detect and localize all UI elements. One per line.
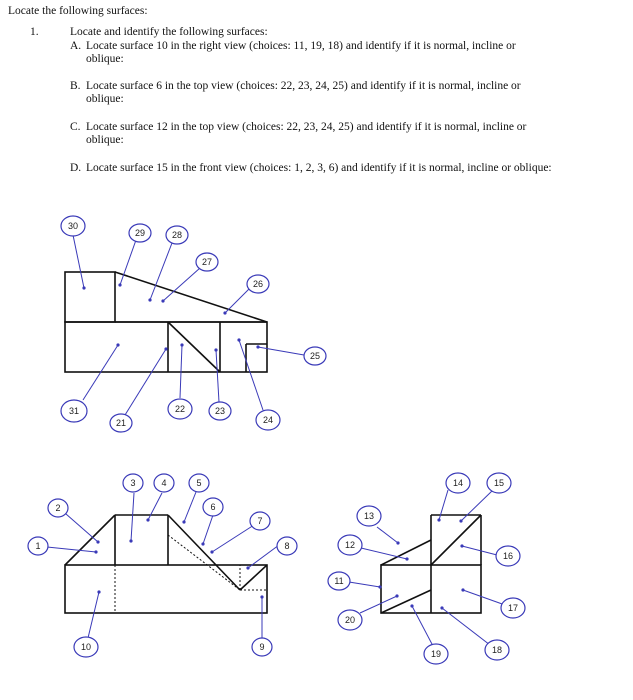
bubble-2 [48,499,68,517]
bubble-10 [74,637,98,657]
bubble-31 [61,400,87,422]
svg-text:17: 17 [507,603,519,613]
item-label: C. [70,121,81,133]
bubble-1 [28,537,48,555]
bubble-15 [487,473,511,493]
svg-text:20: 20 [344,615,356,625]
svg-text:30: 30 [67,221,79,231]
bubble-28 [166,226,188,244]
bubble-9 [252,638,272,656]
bubble-5 [189,474,209,492]
bubble-27 [196,253,218,271]
bubble-12 [338,535,362,555]
svg-text:6: 6 [210,502,216,512]
bubble-23 [209,402,231,420]
bubble-21 [110,414,132,432]
svg-text:23: 23 [214,406,226,416]
svg-text:22: 22 [174,404,186,414]
svg-text:26: 26 [252,279,264,289]
item-label: A. [70,40,82,52]
bubble-3 [123,474,143,492]
svg-text:12: 12 [344,540,356,550]
bubble-4 [154,474,174,492]
bubble-13 [357,506,381,526]
bubble-17 [501,598,525,618]
svg-text:19: 19 [430,649,442,659]
bubble-18 [485,640,509,660]
bubble-7 [250,512,270,530]
svg-text:27: 27 [201,257,213,267]
top-view [65,272,267,372]
item-text-cont: oblique: [86,134,124,146]
svg-text:10: 10 [80,642,92,652]
svg-text:31: 31 [68,406,80,416]
svg-text:1: 1 [35,541,41,551]
bubble-11 [328,572,350,590]
item-text: Locate surface 15 in the front view (choices: 1, 2, 3, 6) and identify if it is normal, incline or oblique: [86,162,552,174]
svg-text:7: 7 [257,516,263,526]
svg-text:5: 5 [196,478,202,488]
svg-text:2: 2 [55,503,61,513]
svg-text:16: 16 [502,551,514,561]
item-text: Locate surface 6 in the top view (choices: 22, 23, 24, 25) and identify if it is normal, incline or [86,80,521,92]
item-label: B. [70,80,81,92]
bubble-20 [338,610,362,630]
bubble-19 [424,644,448,664]
item-label: D. [70,162,82,174]
bubble-25 [304,347,326,365]
svg-text:8: 8 [284,541,290,551]
svg-text:24: 24 [262,415,274,425]
bubble-29 [129,224,151,242]
svg-text:4: 4 [161,478,167,488]
svg-text:25: 25 [309,351,321,361]
bubble-14 [446,473,470,493]
page-title: Locate the following surfaces: [8,5,148,17]
bubble-26 [247,275,269,293]
svg-text:18: 18 [491,645,503,655]
question-number: 1. [30,26,39,38]
svg-text:29: 29 [134,228,146,238]
svg-text:14: 14 [452,478,464,488]
front-view [65,515,267,613]
svg-text:9: 9 [259,642,265,652]
bubble-30 [61,216,85,236]
item-text-cont: oblique: [86,53,124,65]
item-text: Locate surface 10 in the right view (choices: 11, 19, 18) and identify if it is normal, incline or [86,40,516,52]
svg-text:11: 11 [334,576,344,586]
bubble-16 [496,546,520,566]
svg-text:13: 13 [363,511,375,521]
svg-text:28: 28 [171,230,183,240]
bubble-24 [256,410,280,430]
svg-text:21: 21 [115,418,127,428]
bubble-8 [277,537,297,555]
svg-text:15: 15 [493,478,505,488]
item-text: Locate surface 12 in the top view (choices: 22, 23, 24, 25) and identify if it is normal, incline or [86,121,527,133]
svg-text:3: 3 [130,478,136,488]
bubble-22 [168,399,192,419]
bubble-6 [203,498,223,516]
right-view [381,515,481,613]
question-lead: Locate and identify the following surfaces: [70,26,268,38]
item-text-cont: oblique: [86,93,124,105]
